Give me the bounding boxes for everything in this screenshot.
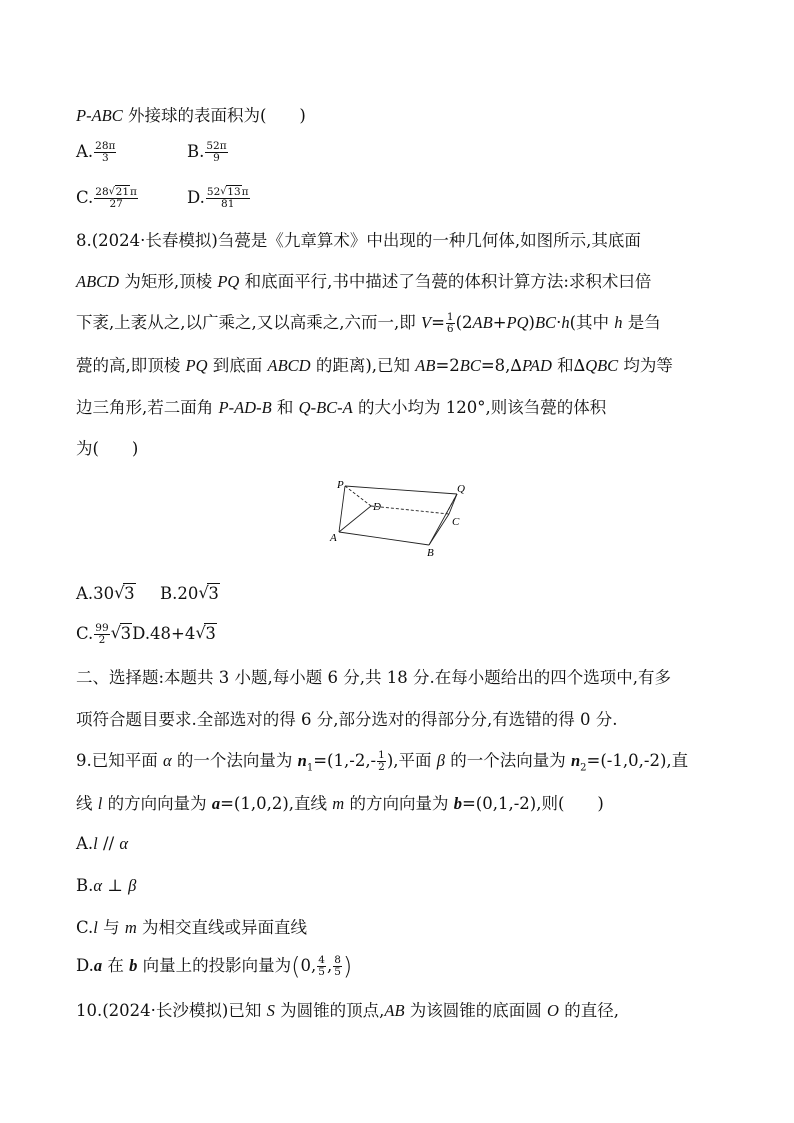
fraction: $\frac{28\pi}{3}$ [95,140,116,164]
label-p: P [337,479,344,491]
sqrt: √ 3 [198,582,220,606]
label-d: D [373,501,381,513]
sqrt: √ 3 [111,622,133,646]
edge-qc [449,494,457,514]
fraction: $\frac{1}{2}$ [378,749,385,773]
q9-line-1: 9.已知平面 α 的一个法向量为 $n_1=(1,-2,-$ $\frac{1}{2}$ ),平面 β 的一个法向量为 $n_2=(-1,0,-2)$,直 [76,749,689,774]
q7-option-c[interactable]: C. $\frac{28√ 21\pi}{27}$ [76,186,139,210]
q7-stem: P-ABC 外接球的表面积为( ) [76,106,306,125]
label-q: Q [457,483,465,495]
q7-option-b[interactable]: B. $\frac{52\pi}{9}$ [187,140,227,164]
edge-ad [339,506,371,532]
section-2-heading-line-2: 项符合题目要求.全部选对的得 6 分,部分选对的得部分分,有选错的得 0 分. [76,710,618,729]
sqrt: √ 13 [220,187,241,198]
geometry-figure [325,476,475,558]
q7-stem-name: P-ABC [76,106,123,125]
edge-pa [339,486,345,532]
q8-line-3: 下袤,上袤从之,以广乘之,又以高乘之,六而一,即 V= $\frac{1}{6}$ (2AB+PQ)BC·h(其中 h 是刍 [76,311,661,335]
edge-pd [345,486,371,506]
q8-line-1: 8.(2024·长春模拟)刍甍是《九章算术》中出现的一种几何体,如图所示,其底面 [76,231,641,250]
label-a: A [330,532,337,544]
q9-option-b[interactable]: B.α ⊥ β [76,876,137,895]
q9-line-2: 线 l 的方向向量为 a=(1,0,2),直线 m 的方向向量为 b=(0,1,-2),则( ) [76,794,604,813]
q9-option-c[interactable]: C.l 与 m 为相交直线或异面直线 [76,918,308,937]
fraction: $\frac{1}{6}$ [446,311,454,335]
sqrt: √ 3 [114,582,136,606]
fraction: $\frac{4}{5}$ [318,954,325,978]
edge-cb [429,514,449,545]
q10-line-1: 10.(2024·长沙模拟)已知 S 为圆锥的顶点,AB 为该圆锥的底面圆 O 的直径, [76,1001,619,1020]
label-b: B [427,547,434,558]
q9-option-a[interactable]: A.l // α [76,834,129,853]
section-2-heading-line-1: 二、选择题:本题共 3 小题,每小题 6 分,共 18 分.在每小题给出的四个选项中,有多 [76,668,671,687]
fraction: $\frac{28√ 21\pi}{27}$ [94,187,138,210]
right-paren: ) [342,952,353,981]
fraction: $\frac{99}{2}$ [95,622,109,646]
edge-dc [371,506,449,514]
sqrt: √ 21 [109,187,130,198]
edge-pq [345,486,457,494]
q8-option-c-d[interactable]: C. $\frac{99}{2}$ √ 3D.48+4√ 3 [76,622,217,646]
q8-option-b[interactable]: B.20√ 3 [160,582,220,606]
fraction: $\frac{52√ 13\pi}{81}$ [206,187,250,210]
sqrt: √ 3 [195,622,217,646]
q7-option-a[interactable]: A. $\frac{28\pi}{3}$ [76,140,116,164]
q8-option-a[interactable]: A.30√ 3 [76,582,136,606]
q7-option-d[interactable]: D. $\frac{52√ 13\pi}{81}$ [187,186,251,210]
edge-ab [339,532,429,545]
q8-line-2: ABCD 为矩形,顶棱 PQ 和底面平行,书中描述了刍甍的体积计算方法:求积术曰倍 [76,272,652,291]
label-c: C [452,516,460,528]
fraction: $\frac{8}{5}$ [334,954,341,978]
left-paren: ( [291,952,301,981]
q8-line-4: 甍的高,即顶棱 PQ 到底面 ABCD 的距离),已知 AB=2BC=8,∆PAD 和∆QBC 均为等 [76,356,673,375]
fraction: $\frac{52\pi}{9}$ [206,140,227,164]
q9-option-d[interactable]: D.a 在 b 向量上的投影向量为(0, $\frac{4}{5}$ , $\frac{8}{5}$ ) [76,952,353,981]
q8-line-5: 边三角形,若二面角 P-AD-B 和 Q-BC-A 的大小均为 120°,则该刍甍的体积 [76,398,607,417]
q8-line-6: 为( ) [76,439,139,458]
